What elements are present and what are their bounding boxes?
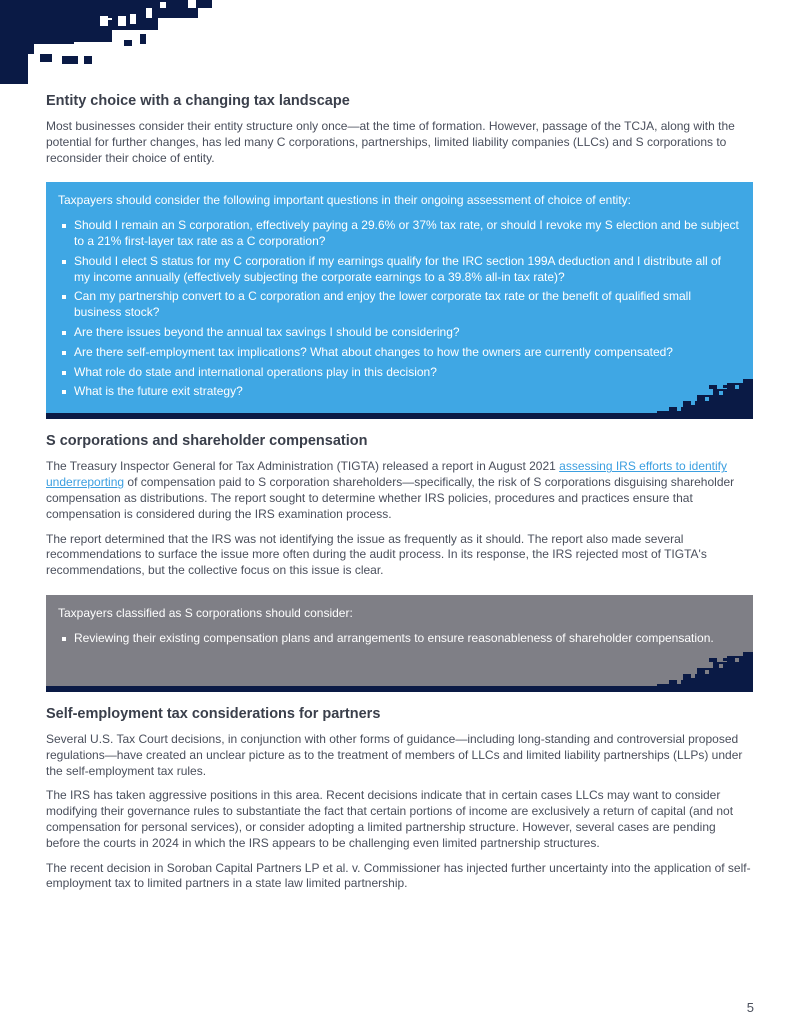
list-item: Can my partnership convert to a C corporation and enjoy the lower corporate tax rate or the benefit of qualified small business stock?: [58, 289, 739, 321]
paragraph-entity-choice: Most businesses consider their entity structure only once—at the time of formation. However, passage of the TCJA, along with the potential for further changes, has led many C corporations, partnerships, limited liability companies (LLCs) and S corporations to reconsider their choice of entity.: [46, 119, 735, 165]
heading-self-employment-tax: Self-employment tax considerations for partners: [46, 705, 381, 722]
list-item: Should I remain an S corporation, effectively paying a 29.6% or 37% tax rate, or should I revoke my S election and be subject to a 21% first-layer tax rate as a C corporation?: [58, 218, 739, 250]
page-content: [46, 91, 753, 892]
paragraph-tigta-report: [46, 459, 753, 522]
tigta-report-link[interactable]: assessing IRS efforts to identify underreporting: [46, 459, 727, 490]
tigta-text-before: The Treasury Inspector General for Tax Administration (TIGTA) released a report in August 2021: [46, 459, 560, 474]
page-number: 5: [746, 1000, 754, 1015]
pixel-stair-graphic: [657, 379, 753, 419]
list-item: What role do state and international operations play in this decision?: [58, 365, 739, 381]
pixel-stair-graphic: [657, 652, 753, 692]
paragraph-irs-positions: The IRS has taken aggressive positions in this area. Recent decisions indicate that in certain cases LLCs may want to consider modifying their governance rules to substantiate the fact that certain portions of income are exclusively a return of capital (and not compensation for personal services), or consider adopting a limited partnership structure. However, several cases are pending before the courts in 2024 in which the IRS appears to be challenging even limited partnership structures.: [46, 788, 734, 850]
list-item: Reviewing their existing compensation plans and arrangements to ensure reasonableness of shareholder compensation.: [58, 631, 739, 647]
heading-entity-choice: Entity choice with a changing tax landscape: [46, 93, 350, 109]
callout-bottom-bar: [46, 686, 753, 692]
callout-intro: Taxpayers should consider the following important questions in their ongoing assessment of choice of entity:: [58, 193, 631, 208]
callout-bottom-bar: [46, 413, 753, 419]
corner-pixel-graphic: [0, 0, 212, 84]
callout-box-choice-of-entity: [46, 182, 753, 419]
paragraph-soroban: The recent decision in Soroban Capital Partners LP et al. v. Commissioner has injected further uncertainty into the application of self-employment tax to limited partners in a state law limited partnership.: [46, 860, 751, 891]
consideration-list: [58, 631, 739, 647]
callout-intro: Taxpayers classified as S corporations should consider:: [58, 605, 353, 620]
list-item: What is the future exit strategy?: [58, 384, 739, 400]
question-list: [58, 218, 739, 400]
heading-s-corporations: S corporations and shareholder compensation: [46, 433, 368, 450]
list-item: Should I elect S status for my C corporation if my earnings qualify for the IRC section 199A deduction and I distribute all of my income annually (effectively subjecting the corporate earnings to a 39.8% all-in tax rate)?: [58, 254, 739, 286]
list-item: Are there self-employment tax implications? What about changes to how the owners are currently compensated?: [58, 345, 739, 361]
callout-box-s-corporations: [46, 595, 753, 692]
paragraph-tax-court: Several U.S. Tax Court decisions, in conjunction with other forms of guidance—including long-standing and controversial proposed regulations—have created an unclear picture as to the treatment of members of LLCs and limited liability partnerships (LLPs) under the self-employment tax rules.: [46, 731, 743, 778]
list-item: Are there issues beyond the annual tax savings I should be considering?: [58, 325, 739, 341]
paragraph-report-findings: The report determined that the IRS was not identifying the issue as frequently as it should. The report also made several recommendations to surface the issue more often during the audit process. In its response, the IRS rejected most of TIGTA's recommendations, but the collective focus on this issue is clear.: [46, 531, 707, 578]
tigta-text-after: of compensation paid to S corporation shareholders—specifically, the risk of S corporations disguising shareholder compensation as distributions. The report sought to determine whether IRS policies, procedures and practices ensure that compensation is considered during the IRS examination process.: [46, 475, 735, 521]
